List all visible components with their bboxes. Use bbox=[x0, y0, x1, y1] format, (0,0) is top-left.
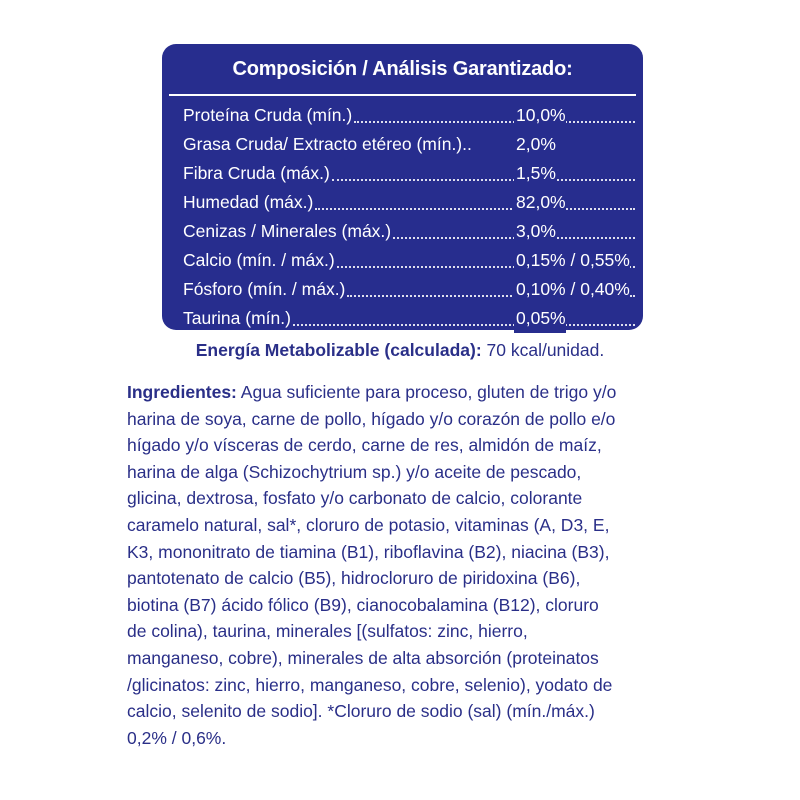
energy-value: 70 kcal/unidad. bbox=[481, 340, 605, 360]
ingredients-line: de colina), taurina, minerales [(sulfatos: zinc, hierro, bbox=[127, 621, 528, 642]
composition-row bbox=[183, 101, 635, 130]
row-label: Fósforo (mín. / máx.) bbox=[183, 279, 346, 299]
row-label: Fibra Cruda (máx.) bbox=[183, 163, 330, 183]
ingredients-label: Ingredientes: bbox=[127, 382, 237, 402]
composition-row bbox=[183, 304, 635, 333]
row-label: Taurina (mín.) bbox=[183, 308, 291, 328]
ingredients-line: 0,2% / 0,6%. bbox=[127, 727, 227, 748]
composition-row bbox=[183, 159, 635, 188]
row-label: Cenizas / Minerales (máx.) bbox=[183, 221, 392, 241]
row-label: Humedad (máx.) bbox=[183, 192, 314, 212]
ingredients-line: caramelo natural, sal*, cloruro de potasio, vitaminas (A, D3, E, bbox=[127, 514, 610, 535]
ingredients-line: glicina, dextrosa, fosfato y/o carbonato de calcio, colorante bbox=[127, 488, 583, 509]
composition-panel bbox=[162, 44, 643, 330]
ingredients-line: calcio, selenito de sodio]. *Cloruro de sodio (sal) (mín./máx.) bbox=[127, 701, 595, 722]
row-value: 3,0% bbox=[514, 217, 556, 246]
row-value: 1,5% bbox=[514, 159, 556, 188]
composition-row bbox=[183, 188, 635, 217]
row-value: 2,0% bbox=[514, 130, 556, 159]
composition-rows bbox=[183, 101, 635, 333]
ingredients-line: /glicinatos: zinc, hierro, manganeso, cobre, selenio), yodato de bbox=[127, 674, 613, 695]
dot-leader bbox=[354, 120, 635, 123]
dot-leader bbox=[293, 323, 635, 326]
row-label: Calcio (mín. / máx.) bbox=[183, 250, 335, 270]
energy-statement bbox=[0, 340, 800, 361]
row-label: Proteína Cruda (mín.) bbox=[183, 105, 353, 125]
dot-leader bbox=[315, 207, 635, 210]
row-value: 0,15% / 0,55% bbox=[514, 246, 630, 275]
ingredients-line: K3, mononitrato de tiamina (B1), riboflavina (B2), niacina (B3), bbox=[127, 541, 610, 562]
row-value: 82,0% bbox=[514, 188, 566, 217]
ingredients-text bbox=[127, 379, 687, 751]
ingredients-line: harina de soya, carne de pollo, hígado y/o corazón de pollo e/o bbox=[127, 408, 616, 429]
title-divider bbox=[169, 94, 636, 96]
ingredients-line bbox=[127, 379, 687, 406]
composition-row bbox=[183, 275, 635, 304]
dot-leader bbox=[332, 178, 635, 181]
ingredients-line: manganeso, cobre), minerales de alta absorción (proteinatos bbox=[127, 647, 599, 668]
ingredients-line: pantotenato de calcio (B5), hidrocloruro de piridoxina (B6), bbox=[127, 568, 581, 589]
ingredients-line: harina de alga (Schizochytrium sp.) y/o aceite de pescado, bbox=[127, 461, 582, 482]
composition-title: Composición / Análisis Garantizado: bbox=[232, 58, 573, 80]
composition-row bbox=[183, 246, 635, 275]
row-value: 10,0% bbox=[514, 101, 566, 130]
composition-row bbox=[183, 130, 635, 159]
energy-label: Energía Metabolizable (calculada): bbox=[195, 340, 482, 360]
row-value: 0,10% / 0,40% bbox=[514, 275, 630, 304]
row-value: 0,05% bbox=[514, 304, 566, 333]
row-label: Grasa Cruda/ Extracto etéreo (mín.).. bbox=[183, 134, 472, 154]
composition-row bbox=[183, 217, 635, 246]
ingredients-line: hígado y/o vísceras de cerdo, carne de res, almidón de maíz, bbox=[127, 435, 602, 456]
ingredients-line: biotina (B7) ácido fólico (B9), cianocobalamina (B12), cloruro bbox=[127, 594, 599, 615]
ingredients-line-text: Agua suficiente para proceso, gluten de trigo y/o bbox=[236, 382, 617, 402]
